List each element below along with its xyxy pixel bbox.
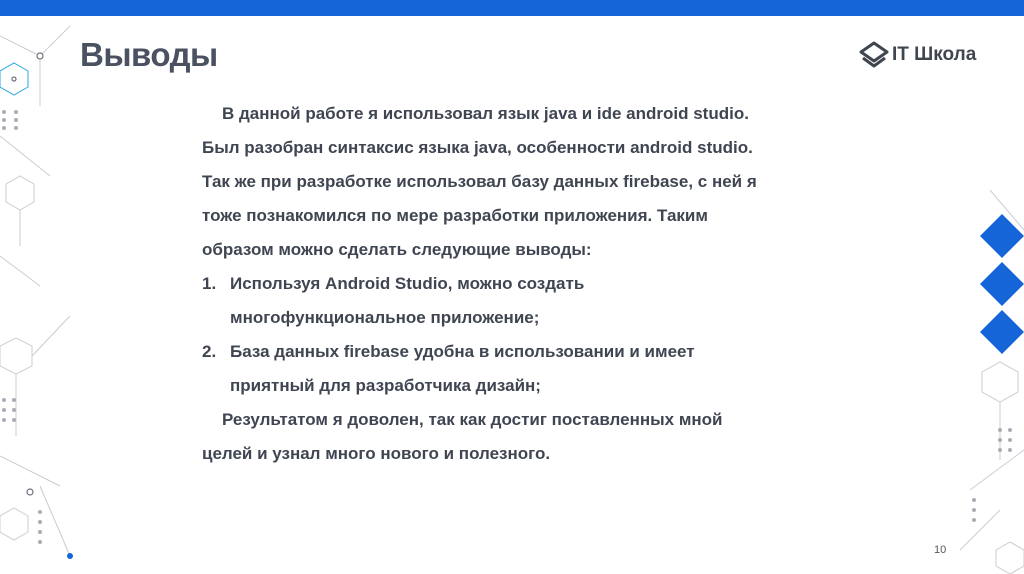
list-item: [202, 335, 762, 403]
page-number: 10: [934, 544, 947, 556]
slide-body: [202, 97, 762, 471]
blue-diamond-decoration: [980, 214, 1024, 258]
blue-diamond-decoration: [980, 310, 1024, 354]
it-school-logo: [858, 40, 998, 72]
list-number: 2.: [202, 342, 217, 361]
it-school-logo-icon: [858, 40, 890, 72]
right-decoration: [960, 190, 1024, 574]
blue-diamond-decoration: [980, 262, 1024, 306]
list-item: [202, 267, 762, 335]
logo-text: IT Школа: [892, 44, 977, 65]
list-number: 1.: [202, 274, 217, 293]
left-hexagon-network-decoration: [0, 16, 80, 574]
conclusion-paragraph: Результатом я доволен, так как достиг поставленных мной целей и узнал много нового и полезного.: [202, 410, 723, 463]
top-accent-bar: [0, 0, 1024, 16]
list-item-text: База данных firebase удобна в использовании и имеет приятный для разработчика дизайн;: [230, 342, 695, 395]
intro-paragraph: В данной работе я использовал язык java и ide android studio. Был разобран синтаксис языка java, особенности android studio. Так же при разработке использовал базу данных firebase, с ней я тоже познакомился по мере разработки приложения. Таким образом можно сделать следующие выводы:: [202, 104, 757, 259]
slide-title: Выводы: [80, 36, 218, 73]
list-item-text: Используя Android Studio, можно создать многофункциональное приложение;: [230, 274, 585, 327]
